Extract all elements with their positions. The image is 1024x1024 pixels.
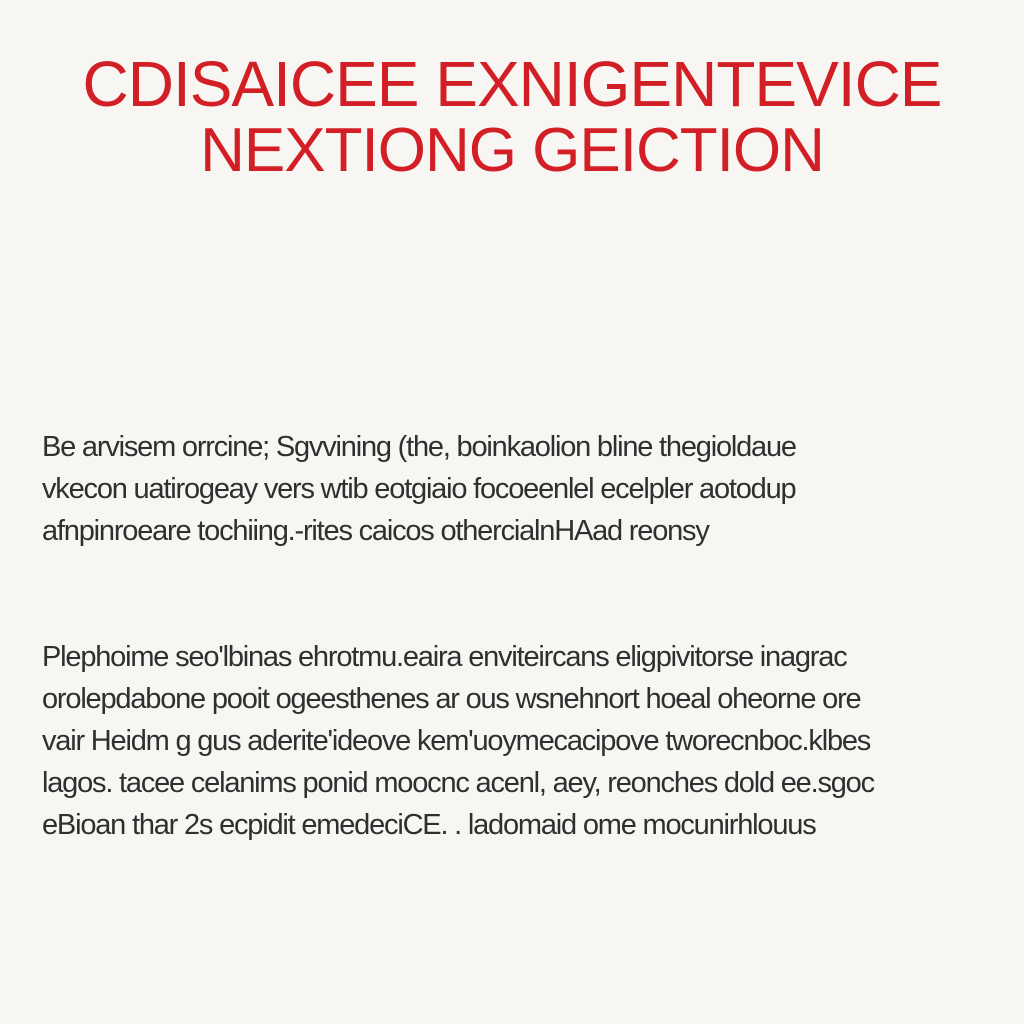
- paragraph-2-line-2: orolepdabone pooit ogeesthenes ar ous wsnehnort hoeal oheorne ore: [42, 683, 861, 715]
- document-title-line-1: CDISAICEE EXNIGENTEVICE: [82, 48, 942, 120]
- body-paragraph-2: [42, 636, 1002, 846]
- paragraph-2-line-5: eBioan thar 2s ecpidit emedeciCE. . ladomaid ome mocunirhlouus: [42, 809, 816, 841]
- paragraph-1-line-2: vkecon uatirogeay vers wtib eotgiaio focoeenlel ecelpler aotodup: [42, 473, 796, 505]
- paragraph-2-line-3: vair Heidm g gus aderite'ideove kem'uoymecacipove tworecnboc.klbes: [42, 725, 871, 757]
- paragraph-2-line-4: lagos. tacee celanims ponid moocnc acenl, aey, reonches dold ee.sgoc: [42, 767, 874, 799]
- paragraph-1-line-1: Be arvisem orrcine; Sgvvining (the, boinkaolion bline thegioldaue: [42, 431, 796, 463]
- document-title-line-2: NEXTIONG GEICTION: [200, 116, 824, 185]
- body-paragraph-1: [42, 426, 1002, 552]
- paragraph-1-line-3: afnpinroeare tochiing.-rites caicos othercialnHAad reonsy: [42, 515, 709, 547]
- paragraph-2-line-1: Plephoime seo'lbinas ehrotmu.eaira enviteircans eligpivitorse inagrac: [42, 641, 847, 673]
